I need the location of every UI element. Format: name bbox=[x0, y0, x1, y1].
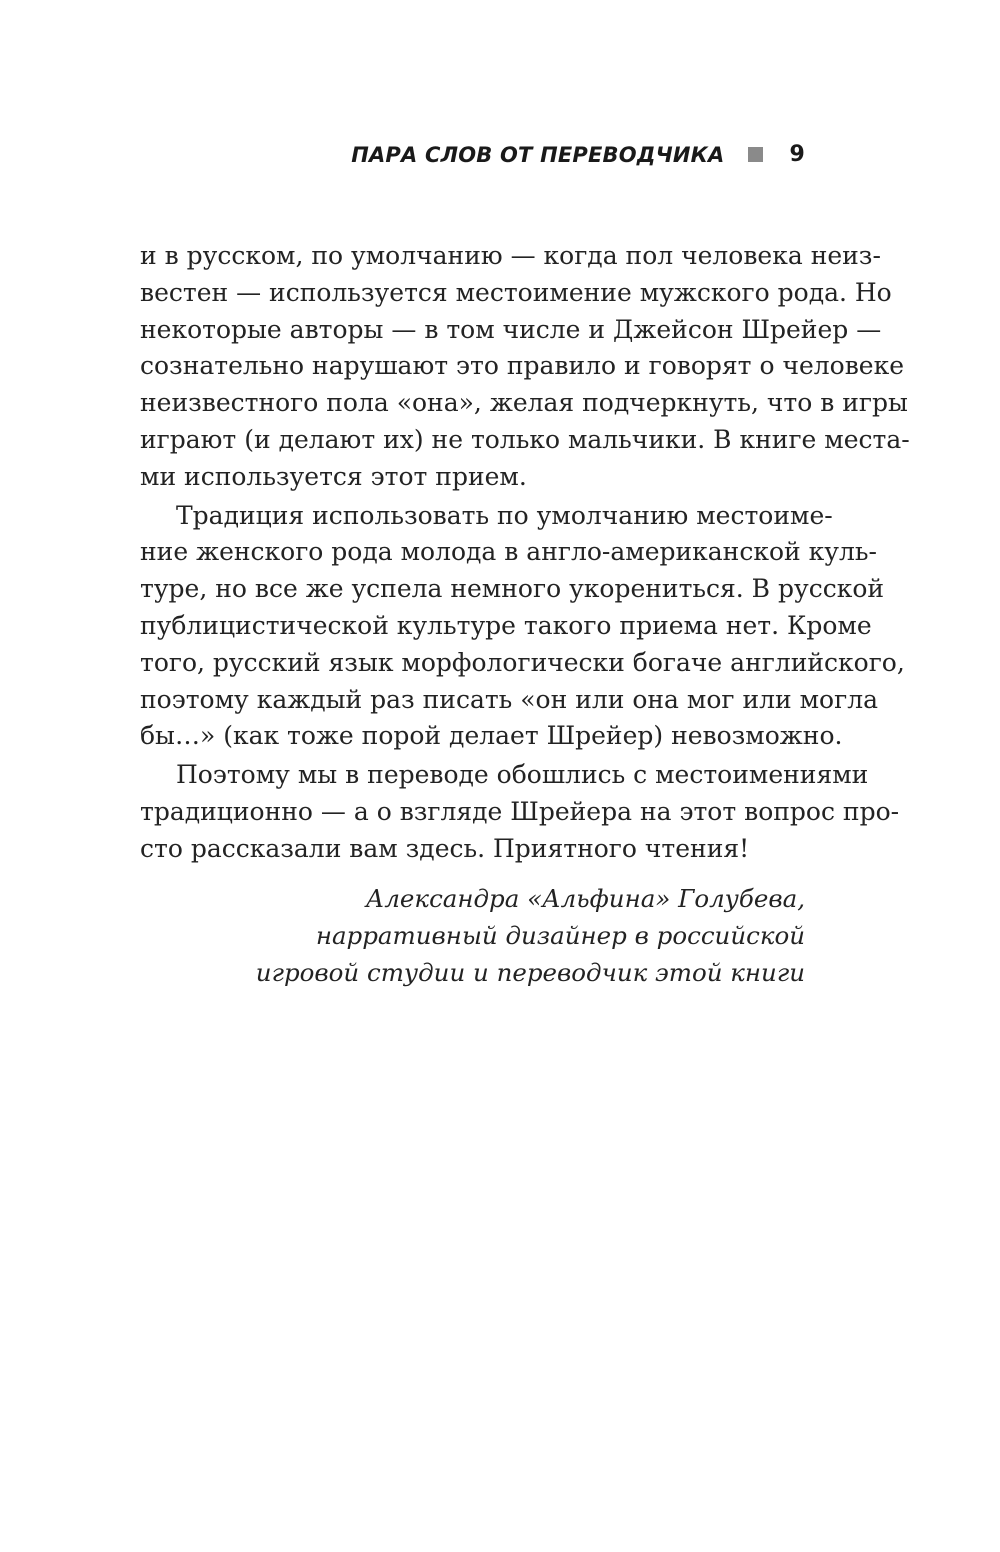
paragraph-3 bbox=[140, 757, 900, 867]
text-line: и в русском, по умолчанию — когда пол человека неиз- bbox=[140, 241, 881, 270]
text-line: сто рассказали вам здесь. Приятного чтения! bbox=[140, 833, 750, 863]
text-line: сознательно нарушают это правило и говорят о человеке bbox=[140, 351, 905, 381]
text-line: вестен — используется местоимение мужского рода. Но bbox=[140, 277, 892, 307]
text-line: некоторые авторы — в том числе и Джейсон Шрейер — bbox=[140, 314, 882, 344]
signature-line: нарративный дизайнер в российской bbox=[315, 920, 805, 950]
text-line: традиционно — а о взгляде Шрейера на этот вопрос про- bbox=[140, 796, 900, 826]
text-line: Традиция использовать по умолчанию местоиме- bbox=[176, 500, 833, 530]
body-text bbox=[140, 238, 910, 868]
translator-signature bbox=[205, 880, 805, 990]
paragraph-1 bbox=[140, 238, 910, 496]
text-line: ние женского рода молода в англо-американской куль- bbox=[140, 537, 877, 567]
text-line: бы…» (как тоже порой делает Шрейер) невозможно. bbox=[140, 721, 843, 751]
text-line: туре, но все же успела немного укорениться. В русской bbox=[140, 574, 885, 604]
text-line: неизвестного пола «она», желая подчеркнуть, что в игры bbox=[140, 388, 908, 418]
text-line: Поэтому мы в переводе обошлись с местоимениями bbox=[176, 760, 869, 790]
page-number: 9 bbox=[789, 142, 805, 167]
signature-line: игровой студии и переводчик этой книги bbox=[255, 957, 805, 987]
running-header bbox=[351, 142, 805, 167]
text-line: играют (и делают их) не только мальчики. В книге места- bbox=[140, 424, 910, 454]
header-title: ПАРА СЛОВ ОТ ПЕРЕВОДЧИКА bbox=[351, 142, 725, 167]
paragraph-2 bbox=[140, 498, 905, 756]
text-line: публицистической культуре такого приема нет. Кроме bbox=[140, 610, 872, 640]
text-line: того, русский язык морфологически богаче английского, bbox=[140, 647, 905, 677]
signature-line: Александра «Альфина» Голубева, bbox=[365, 884, 805, 913]
header-square-icon bbox=[748, 147, 763, 162]
text-line: поэтому каждый раз писать «он или она мог или могла bbox=[140, 684, 878, 714]
text-line: ми используется этот прием. bbox=[140, 461, 527, 491]
